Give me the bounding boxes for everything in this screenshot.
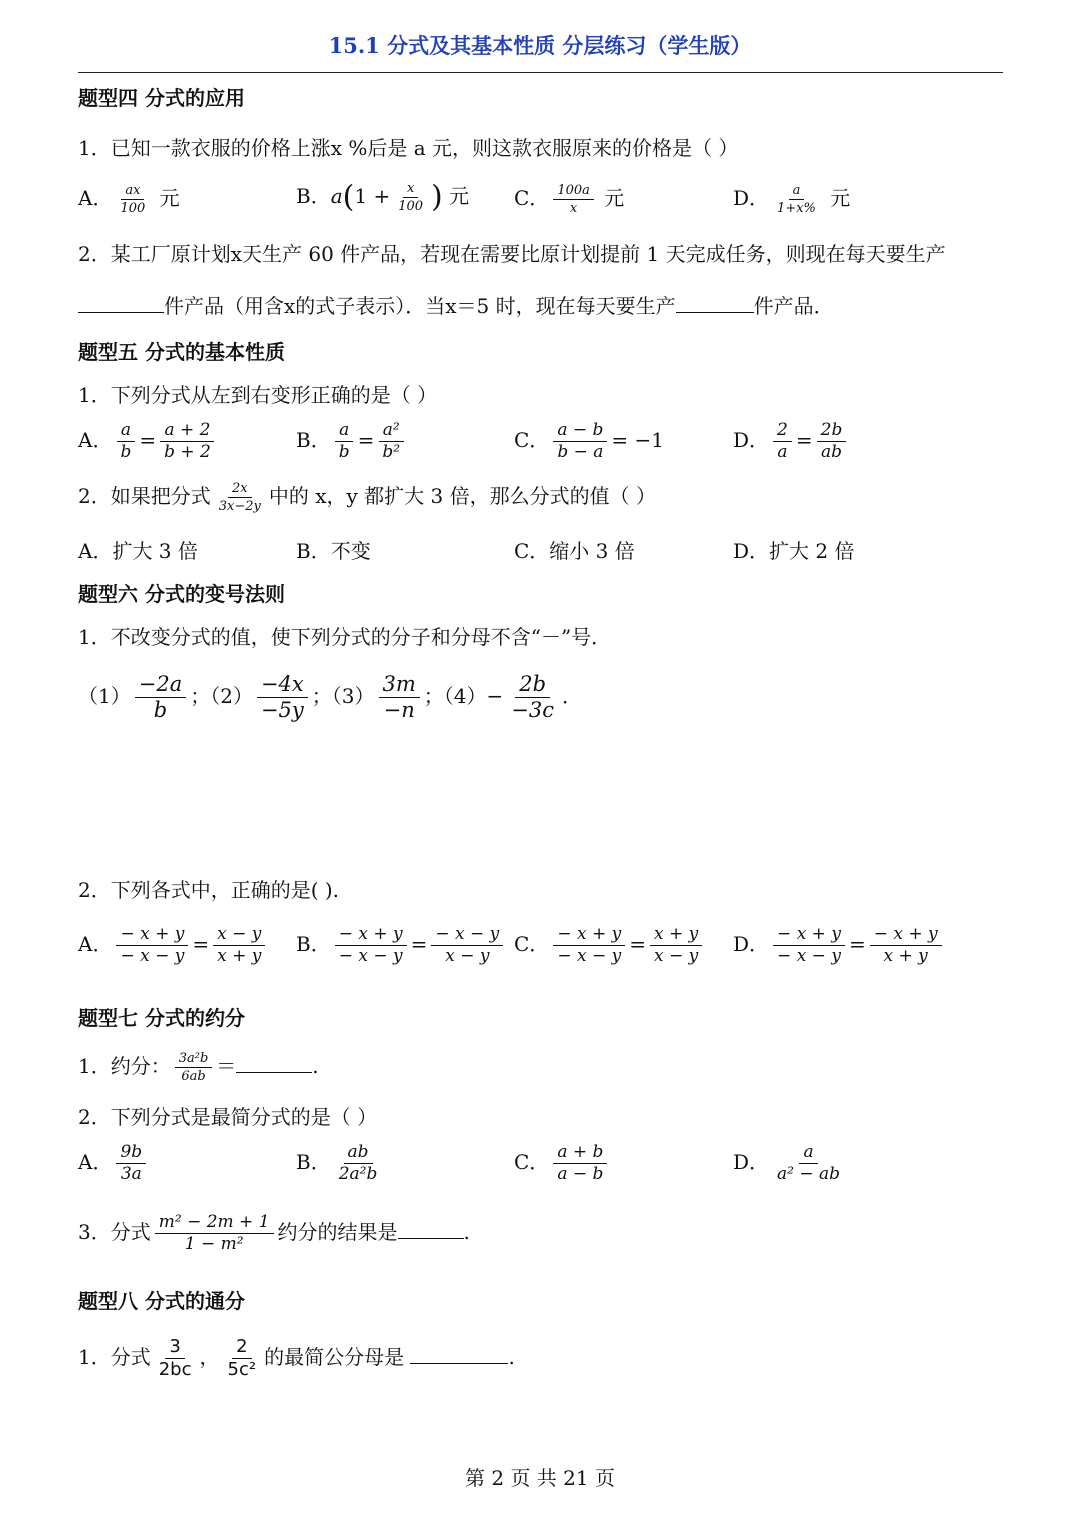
denominator: a (777, 442, 788, 462)
option-c (514, 926, 706, 965)
denominator: b² (382, 442, 401, 462)
equals: = (795, 428, 813, 452)
unit: 元 (159, 186, 180, 210)
denominator: 2bc (158, 1359, 192, 1380)
fraction (773, 926, 845, 965)
option-c (514, 422, 664, 461)
fraction (817, 422, 847, 461)
denominator: x − y (653, 946, 699, 966)
option-label: A． (78, 186, 113, 210)
question-line (78, 1338, 515, 1379)
option-a (78, 422, 219, 461)
numerator: − x + y (335, 926, 407, 946)
numerator: a (117, 422, 135, 442)
fraction (553, 1144, 607, 1183)
option-label: A． (78, 428, 113, 452)
numerator: 2x (228, 482, 252, 498)
equals: = (139, 428, 157, 452)
numerator: 3 (165, 1338, 184, 1359)
fraction (378, 422, 404, 461)
question-text: 的最简公分母是 (264, 1345, 405, 1369)
option-a (78, 184, 180, 215)
question-text: 2．如果把分式 (78, 484, 211, 508)
equals-value: = −1 (611, 428, 664, 452)
fraction (553, 184, 594, 215)
minus-sign: − (486, 684, 504, 708)
option-c: C．缩小 3 倍 (514, 539, 635, 563)
fraction (116, 1144, 146, 1183)
sub-label: （1） (78, 684, 131, 708)
numerator: − x + y (553, 926, 625, 946)
option-b: B．不变 (296, 539, 371, 563)
option-c (514, 1144, 611, 1183)
header-rule (78, 72, 1003, 73)
numerator: −2a (135, 674, 186, 698)
unit: 元 (449, 184, 470, 208)
period: ． (562, 684, 583, 708)
question-text: 中的 x，y 都扩大 3 倍，那么分式的值（ ） (268, 484, 656, 508)
option-label: D． (733, 428, 770, 452)
option-b: B．a(1 + $\frac{x}{100}$ ) 元 (296, 179, 470, 215)
numerator: 2b (515, 674, 550, 698)
denominator: a − b (557, 1164, 604, 1184)
option-label: C． (514, 932, 550, 956)
denominator: a² − ab (777, 1164, 841, 1184)
numerator: 9b (116, 1144, 146, 1164)
option-b (296, 1144, 385, 1183)
option-label: A． (78, 1150, 113, 1174)
fraction (215, 482, 265, 513)
denominator: 6ab (181, 1069, 206, 1084)
question-text: 1．分式 (78, 1345, 151, 1369)
denominator: b (338, 442, 350, 462)
sub-label: ；（3） (311, 684, 375, 708)
sub-label: ；（2） (190, 684, 253, 708)
option-label: B． (296, 428, 331, 452)
section-title: 题型七 分式的约分 (78, 1006, 245, 1030)
denominator: −5y (260, 698, 304, 722)
question-line (78, 1052, 319, 1083)
fraction (135, 674, 186, 721)
numerator: 100a (553, 184, 594, 200)
numerator: − x + y (773, 926, 845, 946)
numerator: ax (121, 184, 144, 200)
denominator: 100 (398, 199, 424, 214)
numerator: ab (344, 1144, 373, 1164)
fraction (379, 674, 420, 721)
denominator: x + y (217, 946, 262, 966)
fraction (116, 184, 149, 215)
separator: ， (199, 1345, 220, 1369)
option-label: D． (733, 1150, 770, 1174)
fraction (773, 1144, 844, 1183)
section-title: 题型四 分式的应用 (78, 86, 245, 110)
equals: = (410, 932, 428, 956)
fraction (431, 926, 503, 965)
question-line (78, 1214, 470, 1253)
denominator: 1 − m² (184, 1234, 244, 1254)
option-a (78, 926, 269, 965)
option-label: D． (733, 932, 770, 956)
option-label: B． (296, 932, 331, 956)
fraction (155, 1214, 274, 1253)
denominator: b (120, 442, 132, 462)
numerator: − x + y (870, 926, 942, 946)
option-a: A．扩大 3 倍 (78, 539, 198, 563)
fraction (650, 926, 702, 965)
denominator: − x − y (338, 946, 403, 966)
answer-blank[interactable] (676, 294, 754, 313)
fraction (553, 422, 607, 461)
fraction (553, 926, 625, 965)
question-text-line2 (78, 294, 834, 316)
denominator: 5c² (227, 1359, 257, 1380)
numerator: 3m (379, 674, 420, 698)
fraction (507, 674, 558, 721)
denominator: 1+x% (777, 201, 816, 216)
option-label: C． (514, 186, 550, 210)
numerator: − x + y (116, 926, 188, 946)
numerator: a − b (553, 422, 607, 442)
section-title: 题型六 分式的变号法则 (78, 582, 285, 606)
unit: 元 (830, 186, 851, 210)
question-text: 2．某工厂原计划x天生产 60 件产品，若现在需要比原计划提前 1 天完成任务，则现在每天要生产 (78, 242, 946, 266)
fraction (175, 1052, 213, 1083)
option-a (78, 1144, 150, 1183)
question-text: 1．下列分式从左到右变形正确的是（ ） (78, 383, 438, 407)
option-d (733, 184, 850, 215)
numerator: 3a²b (175, 1052, 213, 1068)
fraction (773, 184, 820, 215)
denominator: 3x−2y (218, 499, 261, 514)
denominator: 2a²b (338, 1164, 378, 1184)
page-footer: 第 2 页 共 21 页 (465, 1466, 615, 1490)
fraction (116, 926, 188, 965)
question-text: 1．约分： (78, 1054, 171, 1078)
fraction (335, 926, 407, 965)
numerator: 2 (232, 1338, 251, 1359)
fraction (335, 422, 354, 461)
answer-blank[interactable] (236, 1054, 312, 1073)
numerator: a (335, 422, 353, 442)
numerator: x − y (213, 926, 265, 946)
option-c (514, 184, 624, 215)
denominator: ab (820, 442, 842, 462)
answer-blank[interactable] (410, 1345, 508, 1364)
unit: 元 (604, 186, 625, 210)
section-title: 题型五 分式的基本性质 (78, 340, 285, 364)
option-label: B． (296, 184, 331, 208)
period: . (312, 1054, 319, 1078)
numerator: −4x (257, 674, 308, 698)
denominator: x + y (883, 946, 928, 966)
term: 1 + (354, 184, 391, 208)
question-text: 约分的结果是 (277, 1220, 398, 1244)
question-line (78, 482, 656, 513)
question-text: 2．下列各式中，正确的是( ). (78, 878, 340, 902)
numerator: a (789, 184, 805, 200)
option-d (733, 926, 946, 965)
denominator: − x − y (777, 946, 841, 966)
equals: = (848, 932, 866, 956)
option-b (296, 926, 507, 965)
numerator: a² (379, 422, 404, 442)
fraction (213, 926, 265, 965)
numerator: − x − y (431, 926, 503, 946)
question-text: 件产品（用含x的式子表示）．当x＝5 时，现在每天要生产 (164, 294, 676, 318)
option-d (733, 1144, 848, 1183)
fraction (773, 422, 792, 461)
coefficient: a (330, 184, 343, 208)
question-text: 3．分式 (78, 1220, 151, 1244)
numerator: 2 (773, 422, 792, 442)
question-text: 1．已知一款衣服的价格上涨x %后是 a 元，则这款衣服原来的价格是（ ） (78, 136, 739, 160)
fraction (160, 422, 215, 461)
numerator: x (403, 182, 418, 198)
period: . (463, 1220, 470, 1244)
denominator: b + 2 (164, 442, 211, 462)
section-title: 题型八 分式的通分 (78, 1289, 245, 1313)
question-text: 1．不改变分式的值，使下列分式的分子和分母不含“－”号． (78, 625, 612, 649)
equals: ＝ (216, 1054, 237, 1078)
numerator: x + y (650, 926, 702, 946)
denominator: 100 (120, 201, 146, 216)
equals: = (357, 428, 375, 452)
answer-blank[interactable] (398, 1220, 464, 1239)
numerator: a (799, 1144, 817, 1164)
option-d (733, 422, 850, 461)
fraction (335, 1144, 382, 1183)
sub-label: ；（4） (423, 684, 487, 708)
fraction (870, 926, 942, 965)
option-label: C． (514, 1150, 550, 1174)
fraction (224, 1338, 261, 1379)
denominator: b (153, 698, 168, 722)
sub-questions (78, 674, 582, 721)
numerator: a + 2 (160, 422, 214, 442)
numerator: m² − 2m + 1 (155, 1214, 274, 1234)
numerator: 2b (817, 422, 847, 442)
equals: = (192, 932, 210, 956)
question-text: 2．下列分式是最简分式的是（ ） (78, 1105, 378, 1129)
denominator: − x − y (120, 946, 185, 966)
question-text: 件产品． (753, 294, 834, 318)
option-label: C． (514, 428, 550, 452)
option-label: B． (296, 1150, 331, 1174)
option-label: D． (733, 186, 770, 210)
denominator: −n (383, 698, 415, 722)
answer-blank[interactable] (78, 294, 164, 313)
fraction (394, 182, 427, 213)
fraction (116, 422, 135, 461)
fraction (257, 674, 308, 721)
option-label: A． (78, 932, 113, 956)
denominator: 3a (120, 1164, 142, 1184)
option-b (296, 422, 408, 461)
equals: = (629, 932, 646, 956)
numerator: a + b (553, 1144, 607, 1164)
fraction (155, 1338, 196, 1379)
denominator: x (569, 201, 578, 216)
denominator: − x − y (557, 946, 622, 966)
denominator: x − y (445, 946, 490, 966)
option-d: D．扩大 2 倍 (733, 539, 855, 563)
page-title: 15.1 分式及其基本性质 分层练习（学生版） (328, 33, 752, 58)
denominator: b − a (557, 442, 604, 462)
denominator: −3c (511, 698, 555, 722)
period: . (508, 1345, 515, 1369)
